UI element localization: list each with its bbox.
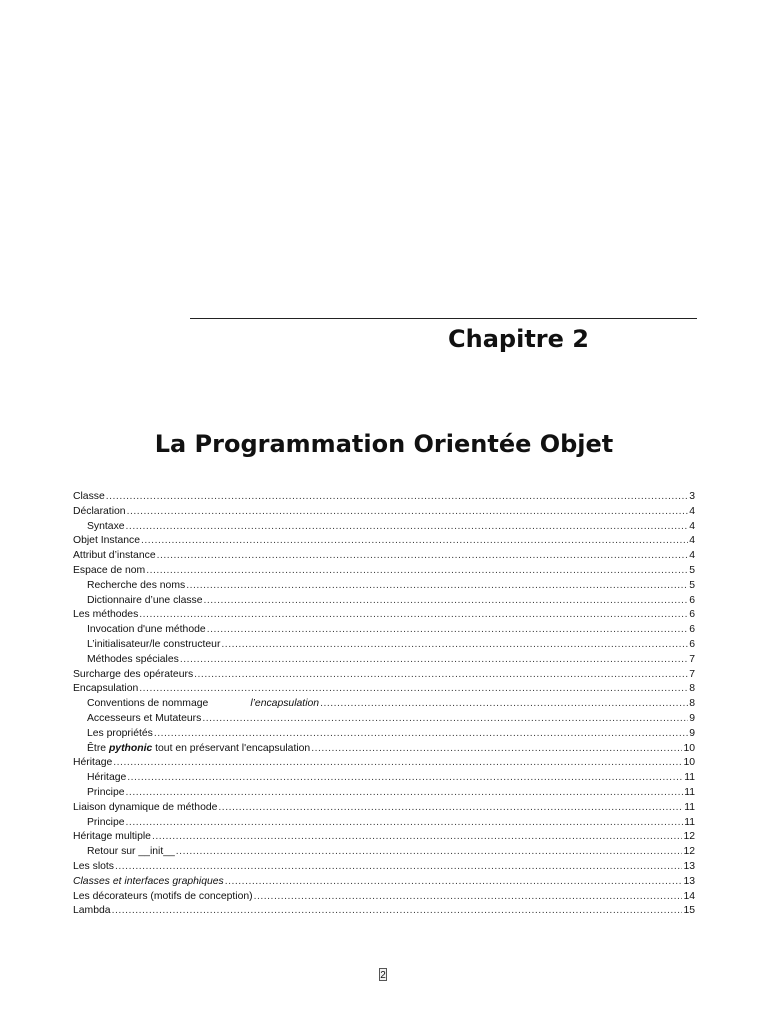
toc-page-number: 9	[689, 712, 695, 724]
toc-leader	[127, 771, 683, 786]
toc-entry-label: Invocation d'une méthode	[87, 624, 206, 636]
toc-leader	[207, 623, 689, 638]
toc-leader	[311, 742, 682, 757]
toc-page-number: 4	[689, 505, 695, 517]
toc-leader	[139, 608, 688, 623]
toc-page-number: 6	[689, 609, 695, 621]
toc-entry-label: Classe	[73, 491, 105, 502]
toc-leader	[113, 756, 682, 771]
toc-subentry[interactable]	[73, 697, 695, 712]
toc-entry-label: L’initialisateur/le constructeur	[87, 638, 221, 650]
toc-page-number: 6	[689, 594, 695, 606]
toc-page-number: 6	[689, 624, 695, 636]
toc-entry-label: Liaison dynamique de méthode	[73, 801, 218, 813]
toc-entry-label: Héritage multiple	[73, 831, 151, 843]
toc-leader	[115, 860, 682, 875]
toc-entry[interactable]	[73, 549, 695, 564]
toc-page-number: 10	[683, 757, 695, 769]
toc-page-number: 8	[689, 683, 695, 695]
toc-entry-label: Les méthodes	[73, 609, 139, 621]
toc-leader	[204, 594, 689, 609]
toc-subentry[interactable]	[73, 520, 695, 535]
toc-entry[interactable]	[73, 860, 695, 875]
toc-leader	[154, 727, 688, 742]
toc-page-number: 8	[689, 698, 695, 710]
toc-page-number: 13	[683, 875, 695, 887]
chapter-title: La Programmation Orientée Objet	[154, 430, 614, 458]
toc-page-number: 12	[683, 846, 695, 858]
toc-entry-label: Les propriétés	[87, 727, 153, 739]
toc-leader	[152, 830, 682, 845]
table-of-contents	[73, 490, 695, 919]
toc-entry[interactable]	[73, 682, 695, 697]
toc-page-number: 3	[689, 491, 695, 502]
toc-leader	[139, 682, 688, 697]
toc-entry-label: Les décorateurs (motifs de conception)	[73, 890, 253, 902]
toc-label-suffix: tout en préservant l'encapsulation	[152, 742, 311, 754]
toc-leader	[106, 490, 688, 505]
toc-subentry[interactable]	[73, 579, 695, 594]
toc-subentry[interactable]	[73, 653, 695, 668]
toc-entry[interactable]	[73, 890, 695, 905]
toc-page-number: 4	[689, 520, 695, 532]
toc-entry-label: Attribut d’instance	[73, 550, 156, 562]
toc-entry-label: Syntaxe	[87, 520, 125, 532]
toc-page-number: 10	[683, 742, 695, 754]
toc-leader	[186, 579, 688, 594]
toc-page-number: 5	[689, 579, 695, 591]
toc-leader	[194, 668, 688, 683]
toc-entry-label: Déclaration	[73, 505, 126, 517]
toc-subentry[interactable]	[73, 594, 695, 609]
toc-entry[interactable]	[73, 904, 695, 919]
toc-entry-label: Espace de nom	[73, 564, 146, 576]
toc-label-prefix: Être	[87, 742, 109, 754]
toc-entry-label: Conventions de nommage	[87, 698, 209, 710]
toc-subentry[interactable]	[73, 771, 695, 786]
toc-leader	[126, 816, 684, 831]
toc-page-number: 15	[683, 905, 695, 917]
toc-page-number: 9	[689, 727, 695, 739]
toc-page-number: 13	[683, 860, 695, 872]
toc-entry-label: Dictionnaire d’une classe	[87, 594, 203, 606]
toc-leader	[202, 712, 688, 727]
toc-entry[interactable]	[73, 668, 695, 683]
toc-page-number: 7	[689, 653, 695, 665]
toc-leader	[126, 520, 689, 535]
toc-entry[interactable]	[73, 564, 695, 579]
toc-label-emphasis: pythonic	[108, 742, 153, 754]
toc-page-number: 4	[689, 550, 695, 562]
toc-entry-label	[87, 742, 310, 757]
toc-entry-label: Principe	[87, 816, 125, 828]
toc-subentry[interactable]	[73, 638, 695, 653]
toc-entry-label: Héritage	[87, 772, 127, 784]
toc-leader	[127, 505, 689, 520]
toc-leader	[141, 534, 688, 549]
toc-entry-label: Principe	[87, 786, 125, 798]
toc-subentry[interactable]	[73, 786, 695, 801]
toc-subentry[interactable]	[73, 845, 695, 860]
toc-leader	[218, 801, 683, 816]
toc-page-number: 11	[684, 816, 695, 828]
chapter-heading: Chapitre 2	[448, 325, 589, 353]
toc-entry[interactable]	[73, 534, 695, 549]
toc-entry[interactable]	[73, 490, 695, 505]
toc-entry-label: Objet Instance	[73, 535, 141, 547]
toc-subentry[interactable]	[73, 623, 695, 638]
toc-entry-label: Encapsulation	[73, 683, 139, 695]
toc-entry-label: Méthodes spéciales	[87, 653, 179, 665]
toc-leader	[157, 549, 689, 564]
toc-entry-label: Classes et interfaces graphiques	[73, 875, 224, 887]
toc-entry-label: Surcharge des opérateurs	[73, 668, 194, 680]
toc-subentry[interactable]	[73, 816, 695, 831]
toc-leader	[126, 786, 684, 801]
toc-entry-extra: l’encapsulation	[250, 698, 320, 710]
toc-page-number: 5	[689, 564, 695, 576]
toc-entry-label: Lambda	[73, 905, 111, 917]
toc-page-number: 12	[683, 831, 695, 843]
toc-entry[interactable]	[73, 830, 695, 845]
toc-page-number: 11	[684, 786, 695, 798]
toc-entry-label: Les slots	[73, 860, 115, 872]
toc-subentry[interactable]	[73, 727, 695, 742]
toc-entry-label: Accesseurs et Mutateurs	[87, 712, 202, 724]
toc-leader	[221, 638, 688, 653]
toc-entry-label: Retour sur __init__	[87, 846, 175, 858]
toc-entry[interactable]	[73, 756, 695, 771]
toc-leader	[320, 697, 688, 712]
toc-page-number: 7	[689, 668, 695, 680]
toc-entry[interactable]	[73, 505, 695, 520]
page-number: 2	[380, 970, 386, 981]
toc-page-number: 11	[684, 772, 695, 784]
toc-entry-label: Héritage	[73, 757, 113, 769]
toc-leader	[146, 564, 688, 579]
toc-leader	[225, 875, 683, 890]
toc-leader	[254, 890, 683, 905]
toc-entry[interactable]	[73, 608, 695, 623]
toc-leader	[176, 845, 683, 860]
toc-leader	[180, 653, 688, 668]
toc-subentry[interactable]	[73, 742, 695, 757]
chapter-rule	[190, 318, 697, 319]
toc-page-number: 4	[689, 535, 695, 547]
toc-page-number: 14	[683, 890, 695, 902]
toc-entry[interactable]	[73, 875, 695, 890]
toc-page-number: 6	[689, 638, 695, 650]
toc-entry-label: Recherche des noms	[87, 579, 186, 591]
toc-subentry[interactable]	[73, 712, 695, 727]
toc-page-number: 11	[684, 801, 695, 813]
toc-entry[interactable]	[73, 801, 695, 816]
toc-leader	[112, 904, 683, 919]
